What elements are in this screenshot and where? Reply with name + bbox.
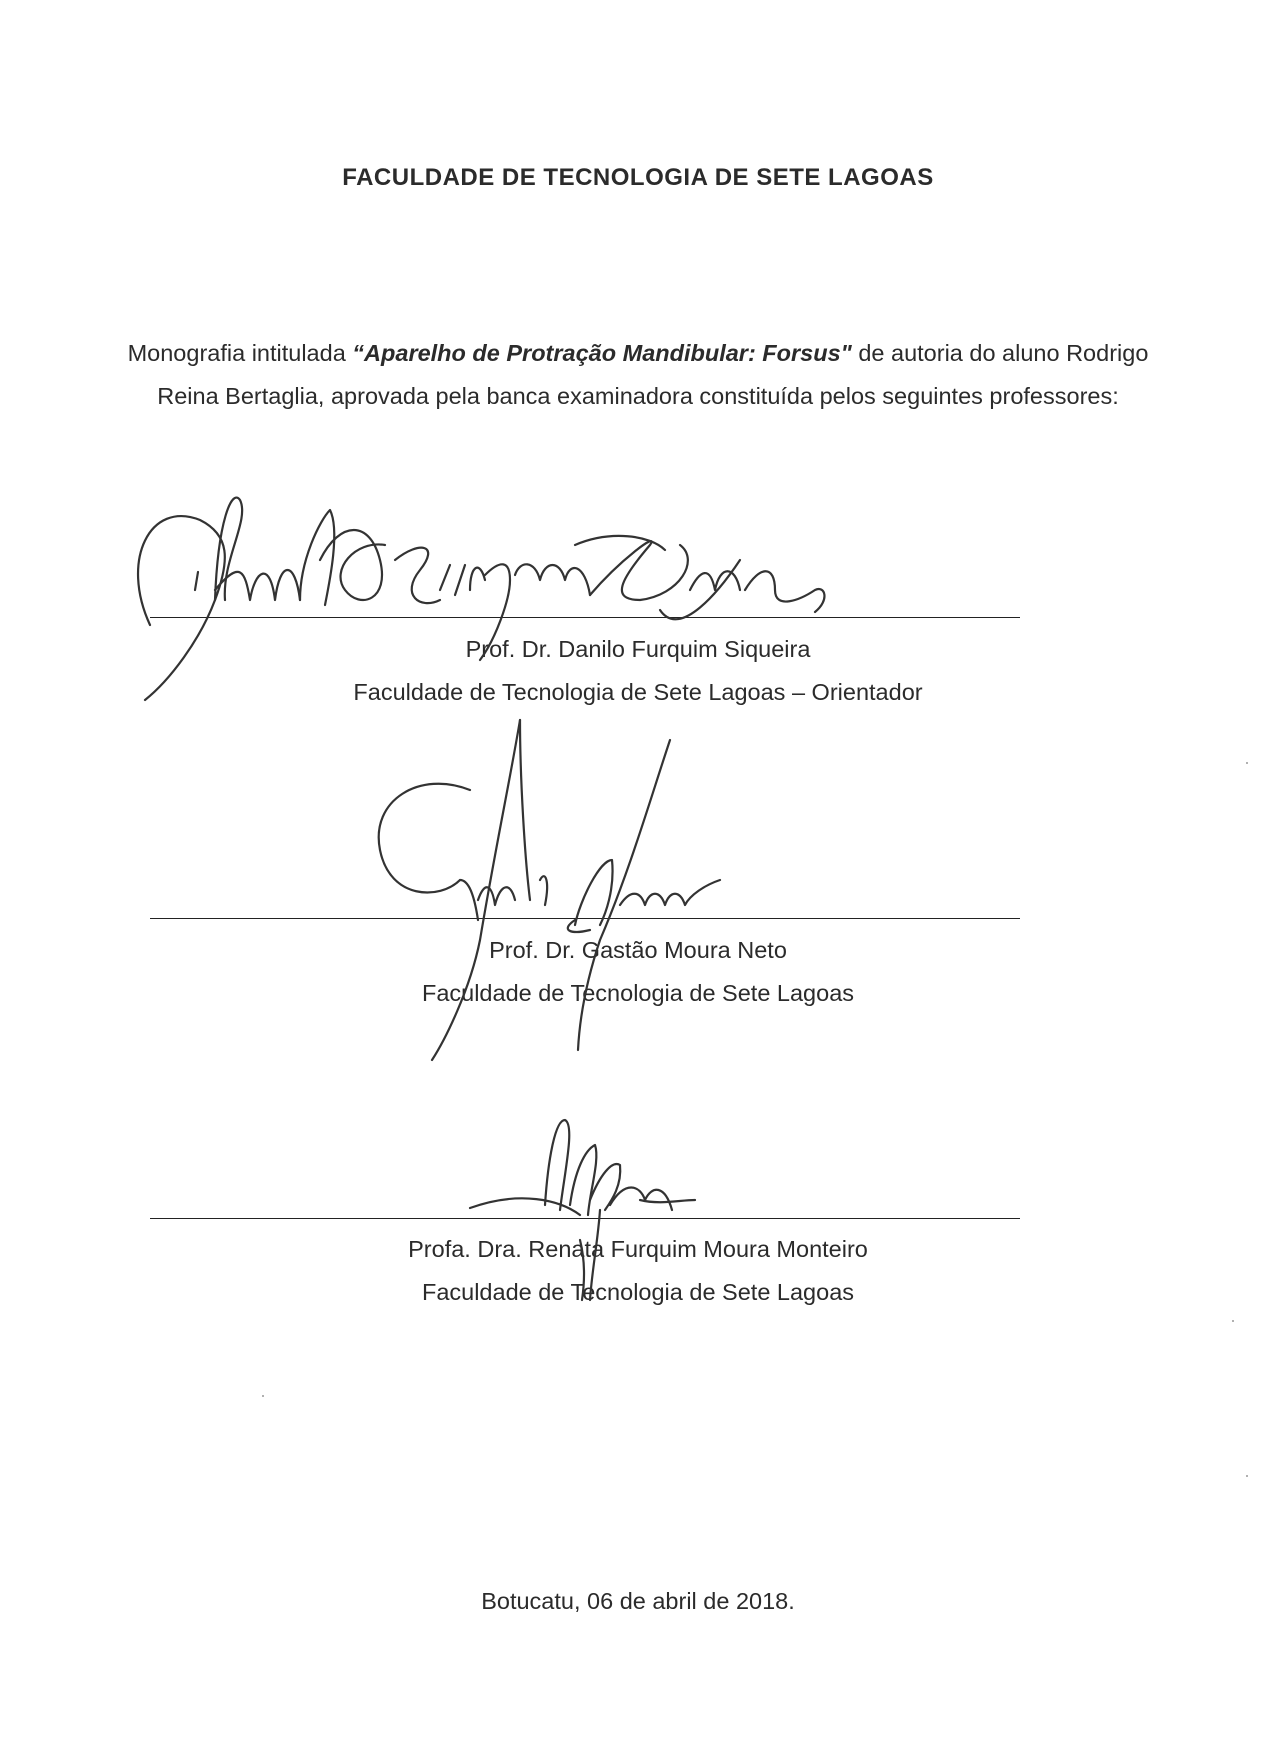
scan-speck	[1232, 1320, 1234, 1322]
scan-speck	[1246, 762, 1248, 764]
signature-line-3	[150, 1218, 1020, 1219]
signature-line-1	[150, 617, 1020, 618]
approval-prefix: Monografia intitulada	[127, 340, 353, 366]
signature-3	[470, 1120, 695, 1300]
approval-suffix: de autoria do aluno Rodrigo Reina Bertaglia, aprovada pela banca examinadora constituída pelos seguintes professores:	[157, 340, 1149, 409]
approval-statement	[120, 332, 1156, 418]
examiner-1-affiliation: Faculdade de Tecnologia de Sete Lagoas – Orientador	[353, 679, 923, 705]
place-date: Botucatu, 06 de abril de 2018.	[481, 1588, 795, 1614]
examiner-3-affiliation: Faculdade de Tecnologia de Sete Lagoas	[421, 1279, 855, 1305]
signature-1	[138, 498, 824, 700]
examiner-3-name: Profa. Dra. Renata Furquim Moura Monteiro	[408, 1236, 868, 1262]
signature-2	[379, 720, 720, 1060]
scan-speck	[262, 1395, 264, 1397]
signature-line-2	[150, 918, 1020, 919]
monograph-title: “Aparelho de Protração Mandibular: Forsus"	[352, 340, 852, 366]
examiner-2-affiliation: Faculdade de Tecnologia de Sete Lagoas	[421, 980, 855, 1006]
institution-heading: FACULDADE DE TECNOLOGIA DE SETE LAGOAS	[342, 164, 934, 191]
examiner-1-name: Prof. Dr. Danilo Furquim Siqueira	[465, 636, 811, 662]
examiner-2-name: Prof. Dr. Gastão Moura Neto	[489, 937, 787, 963]
scan-speck	[1246, 1475, 1248, 1477]
